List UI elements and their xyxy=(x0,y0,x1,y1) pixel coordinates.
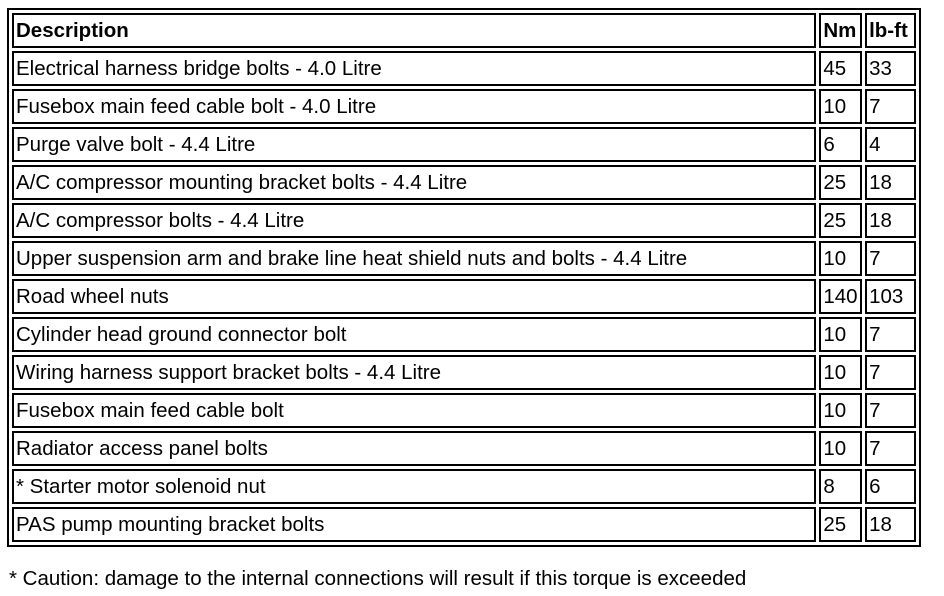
table-row xyxy=(12,165,916,200)
cell-lbft: 6 xyxy=(865,469,916,504)
table-row xyxy=(12,355,916,390)
cell-nm: 10 xyxy=(819,89,862,124)
cell-lbft: 7 xyxy=(865,89,916,124)
cell-lbft: 18 xyxy=(865,203,916,238)
cell-nm: 140 xyxy=(819,279,862,314)
cell-description: Radiator access panel bolts xyxy=(12,431,816,466)
cell-description: Fusebox main feed cable bolt - 4.0 Litre xyxy=(12,89,816,124)
cell-nm: 25 xyxy=(819,507,862,542)
cell-nm: 10 xyxy=(819,355,862,390)
cell-description: Fusebox main feed cable bolt xyxy=(12,393,816,428)
cell-lbft: 103 xyxy=(865,279,916,314)
cell-description: Electrical harness bridge bolts - 4.0 Litre xyxy=(12,51,816,86)
cell-nm: 10 xyxy=(819,241,862,276)
cell-nm: 25 xyxy=(819,165,862,200)
cell-lbft: 7 xyxy=(865,355,916,390)
table-row xyxy=(12,89,916,124)
cell-description: Road wheel nuts xyxy=(12,279,816,314)
header-nm: Nm xyxy=(819,13,862,48)
cell-lbft: 33 xyxy=(865,51,916,86)
table-row xyxy=(12,51,916,86)
cell-description: A/C compressor bolts - 4.4 Litre xyxy=(12,203,816,238)
cell-lbft: 18 xyxy=(865,507,916,542)
cell-nm: 10 xyxy=(819,393,862,428)
table-row xyxy=(12,127,916,162)
header-description: Description xyxy=(12,13,816,48)
table-row xyxy=(12,393,916,428)
cell-description: Cylinder head ground connector bolt xyxy=(12,317,816,352)
table-row xyxy=(12,431,916,466)
header-lbft: lb-ft xyxy=(865,13,916,48)
table-row xyxy=(12,507,916,542)
cell-description: * Starter motor solenoid nut xyxy=(12,469,816,504)
table-row xyxy=(12,279,916,314)
cell-lbft: 7 xyxy=(865,431,916,466)
cell-description: Wiring harness support bracket bolts - 4.4 Litre xyxy=(12,355,816,390)
cell-lbft: 4 xyxy=(865,127,916,162)
cell-description: A/C compressor mounting bracket bolts - 4.4 Litre xyxy=(12,165,816,200)
cell-lbft: 7 xyxy=(865,317,916,352)
cell-nm: 25 xyxy=(819,203,862,238)
caution-footnote: * Caution: damage to the internal connections will result if this torque is exceeded xyxy=(9,567,747,590)
cell-lbft: 7 xyxy=(865,393,916,428)
table-row xyxy=(12,241,916,276)
table-row xyxy=(12,203,916,238)
table-row xyxy=(12,469,916,504)
table-body xyxy=(12,51,916,542)
table-row xyxy=(12,317,916,352)
torque-spec-table xyxy=(7,8,921,547)
cell-nm: 6 xyxy=(819,127,862,162)
cell-description: Upper suspension arm and brake line heat shield nuts and bolts - 4.4 Litre xyxy=(12,241,816,276)
cell-nm: 10 xyxy=(819,431,862,466)
cell-lbft: 7 xyxy=(865,241,916,276)
table-header-row xyxy=(12,13,916,48)
cell-nm: 8 xyxy=(819,469,862,504)
cell-description: PAS pump mounting bracket bolts xyxy=(12,507,816,542)
cell-description: Purge valve bolt - 4.4 Litre xyxy=(12,127,816,162)
cell-lbft: 18 xyxy=(865,165,916,200)
cell-nm: 45 xyxy=(819,51,862,86)
cell-nm: 10 xyxy=(819,317,862,352)
